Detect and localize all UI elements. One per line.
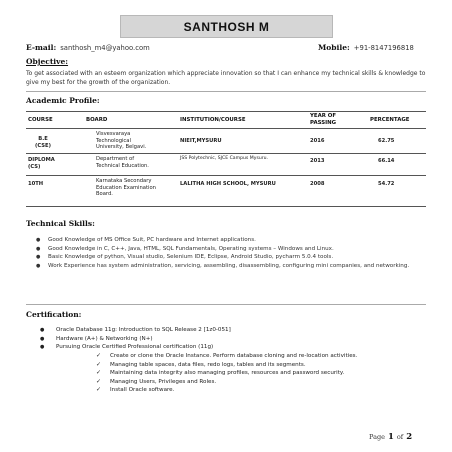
col-percentage: PERCENTAGE <box>370 117 410 123</box>
email-label: E-mail: <box>26 43 57 52</box>
divider <box>26 304 426 305</box>
col-year: YEAR OF PASSING <box>310 113 337 126</box>
row2-course: DIPLOMA (CS) <box>28 157 55 170</box>
objective-text: To get associated with an esteem organization which appreciate innovation so that I can enhance my technical skills & knowledge to give my best for the growth of the organization. <box>26 70 426 86</box>
row1-year: 2016 <box>310 138 325 144</box>
page-number <box>369 432 412 442</box>
row3-percentage: 54.72 <box>378 181 395 187</box>
list-item: ✓ Install Oracle software. <box>96 386 175 394</box>
list-item: ✓ Managing Users, Privileges and Roles. <box>96 377 217 385</box>
certification-list <box>40 326 426 352</box>
list-item: ● Basic Knowledge of python, Visual studio, Selenium IDE, Eclipse, Android Studio, pycharm 5.0.4 tools. <box>36 254 334 261</box>
row1-course: B.E (CSE) <box>35 136 51 149</box>
col-board: BOARD <box>86 117 108 123</box>
list-item: ✓ Create or clone the Oracle Instance. Perform database cloning and re-location activities. <box>96 352 358 359</box>
row2-percentage: 66.14 <box>378 158 395 164</box>
candidate-name: SANTHOSH M <box>183 19 270 34</box>
bullet-icon: ● <box>40 335 45 342</box>
objective-heading: Objective: <box>26 57 69 66</box>
table-rule-head <box>26 128 426 129</box>
row3-board: Karnataka Secondary Education Examination Board. <box>96 178 156 198</box>
row1-board: Visvesvaraya Technological University, Belgavi. <box>96 131 147 151</box>
name-banner <box>120 15 333 38</box>
table-rule-top <box>26 111 426 112</box>
mobile-value: +91-8147196818 <box>353 44 414 52</box>
table-rule-row2 <box>26 175 426 176</box>
col-institution: INSTITUTION/COURSE <box>180 117 246 123</box>
row3-institution: LALITHA HIGH SCHOOL, MYSURU <box>180 181 276 187</box>
row3-year: 2008 <box>310 181 325 187</box>
certification-heading: Certification: <box>26 310 82 319</box>
list-item: ✓ Managing table spaces, data files, redo logs, tables and its segments. <box>96 360 306 368</box>
list-item: ✓ Maintaining data integrity also managing profiles, resources and password security. <box>96 369 345 377</box>
bullet-icon: ● <box>40 327 45 333</box>
check-icon: ✓ <box>96 352 102 359</box>
skills-list <box>36 236 426 270</box>
table-rule-bottom <box>26 206 426 207</box>
page-word: Page <box>369 433 385 441</box>
list-item: ● Pursuing Oracle Certified Professional certification (11g) <box>40 344 214 351</box>
mobile-label: Mobile: <box>318 43 350 52</box>
of-word: of <box>396 433 404 441</box>
bullet-icon: ● <box>40 344 45 351</box>
bullet-icon: ● <box>36 245 41 252</box>
row3-course: 10TH <box>28 181 44 187</box>
list-item: ● Hardware (A+) & Networking (N+) <box>40 335 153 342</box>
row1-percentage: 62.75 <box>378 138 395 144</box>
page-total: 2 <box>406 432 413 442</box>
row1-institution: NIEIT,MYSURU <box>180 138 222 144</box>
skills-heading: Technical Skills: <box>26 219 95 228</box>
list-item: ● Good Knowledge in C, C++, Java, HTML, SQL Fundamentals, Operating systems – Windows and Linux. <box>36 245 334 252</box>
page-current: 1 <box>387 432 394 442</box>
check-icon: ✓ <box>96 386 102 394</box>
certification-subitems <box>96 352 396 395</box>
list-item: ● Good Knowledge of MS Office Suit, PC hardware and Internet applications. <box>36 237 256 243</box>
row2-year: 2013 <box>310 158 325 164</box>
check-icon: ✓ <box>96 360 102 368</box>
email-value[interactable]: santhosh_m4@yahoo.com <box>60 44 150 52</box>
academic-heading: Academic Profile: <box>26 96 100 105</box>
bullet-icon: ● <box>36 237 41 243</box>
bullet-icon: ● <box>36 254 41 261</box>
table-rule-row1 <box>26 153 426 154</box>
check-icon: ✓ <box>96 369 102 377</box>
divider <box>26 91 426 92</box>
mobile-line <box>318 43 414 52</box>
row2-board: Department of Technical Education. <box>96 156 149 169</box>
row2-institution: JSS Polytechnic, SJCE Campus Mysuru. <box>180 156 269 161</box>
list-item: ● Work Experience has system administration, servicing, assembling, disassembling, configuring mini companies, and networking. <box>36 262 410 269</box>
check-icon: ✓ <box>96 377 102 385</box>
col-course: COURSE <box>28 117 53 123</box>
email-line <box>26 43 150 52</box>
list-item: ● Oracle Database 11g: Introduction to SQL Release 2 [1z0-051] <box>40 327 231 333</box>
bullet-icon: ● <box>36 262 41 269</box>
